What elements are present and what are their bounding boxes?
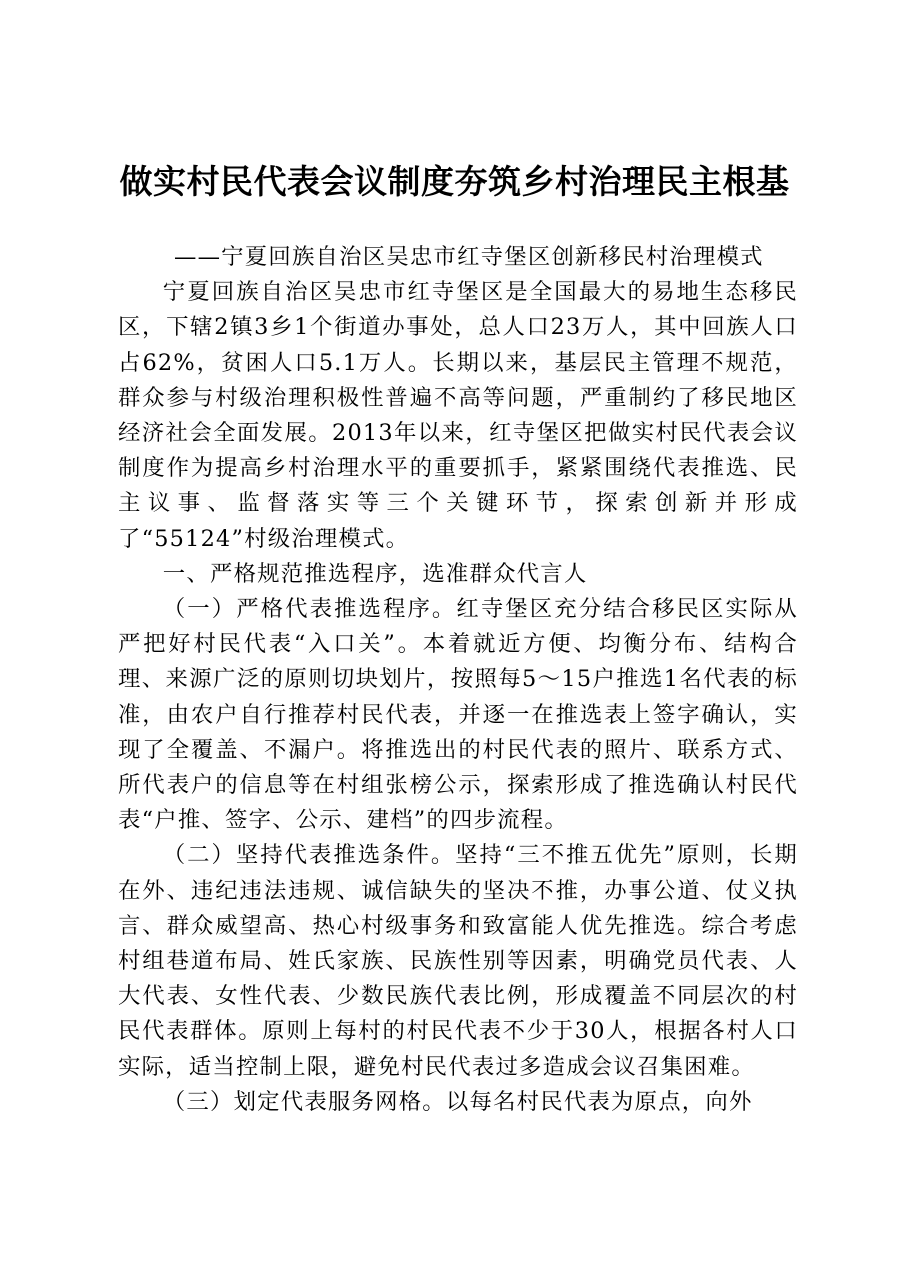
paragraph-1-2: （二）坚持代表推选条件。坚持“三不推五优先”原则，长期在外、违纪违法违规、诚信缺失的坚决不推，办事公道、仗义执言、群众威望高、热心村级事务和致富能人优先推选。综合考虑村组巷道布局、姓氏家族、民族性别等因素，明确党员代表、人大代表、女性代表、少数民族代表比例，形成覆盖不同层次的村民代表群体。原则上每村的村民代表不少于30人，根据各村人口实际，适当控制上限，避免村民代表过多造成会议召集困难。 (118, 842, 798, 1080)
document-title: 做实村民代表会议制度夯筑乡村治理民主根基 (119, 162, 790, 201)
paragraph-1-3: （三）划定代表服务网格。以每名村民代表为原点，向外 (162, 1088, 753, 1115)
paragraph-intro: 宁夏回族自治区吴忠市红寺堡区是全国最大的易地生态移民区，下辖2镇3乡1个街道办事处，总人口23万人，其中回族人口占62%，贫困人口5.1万人。长期以来，基层民主管理不规范，群众参与村级治理积极性普遍不高等问题，严重制约了移民地区经济社会全面发展。2013年以来，红寺堡区把做实村民代表会议制度作为提高乡村治理水平的重要抓手，紧紧围绕代表推选、民主议事、监督落实等三个关键环节，探索创新并形成了“55124”村级治理模式。 (118, 279, 798, 552)
section-heading-1: 一、严格规范推选程序，选准群众代言人 (162, 560, 588, 587)
paragraph-1-1: （一）严格代表推选程序。红寺堡区充分结合移民区实际从严把好村民代表“入口关”。本着就近方便、均衡分布、结构合理、来源广泛的原则切块划片，按照每5～15户推选1名代表的标准，由农户自行推荐村民代表，并逐一在推选表上签字确认，实现了全覆盖、不漏户。将推选出的村民代表的照片、联系方式、所代表户的信息等在村组张榜公示，探索形成了推选确认村民代表“户推、签字、公示、建档”的四步流程。 (118, 596, 798, 834)
document-subtitle: ——宁夏回族自治区吴忠市红寺堡区创新移民村治理模式 (174, 244, 764, 270)
document-body (118, 240, 798, 1120)
